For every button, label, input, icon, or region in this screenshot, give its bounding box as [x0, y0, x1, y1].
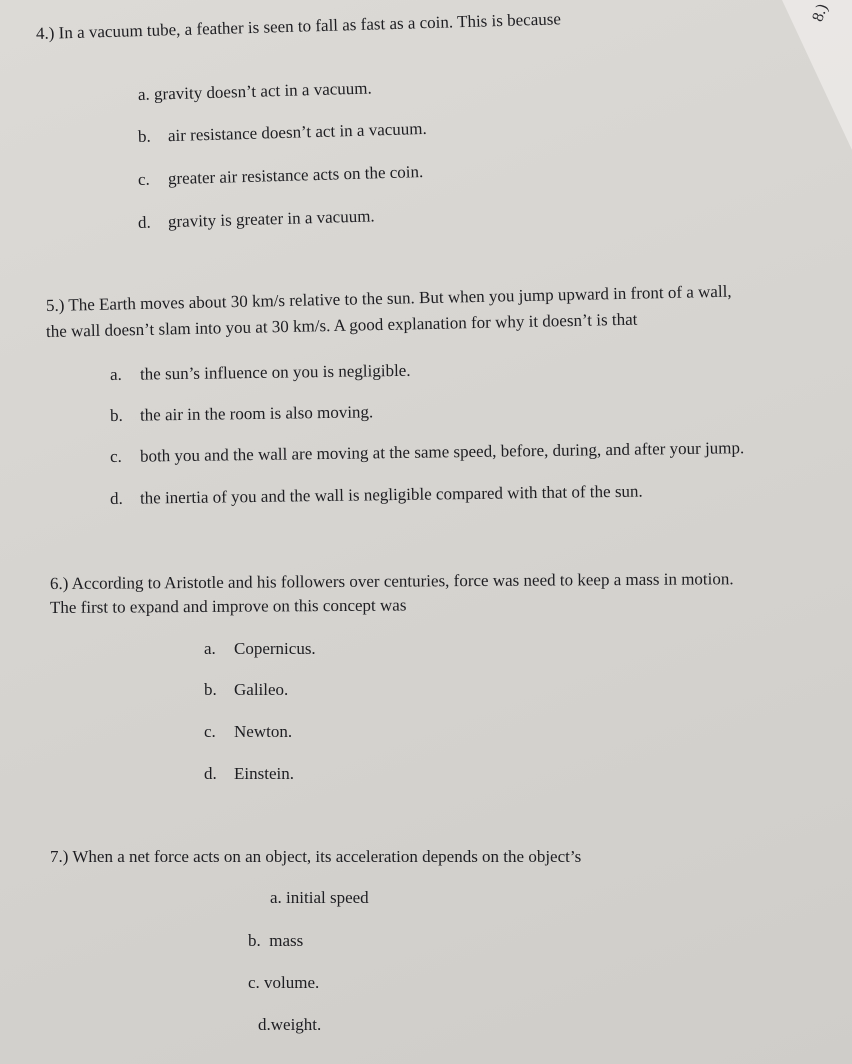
option-letter: d.	[137, 212, 151, 232]
corner-question-number: 8.)	[809, 1, 832, 24]
question-5-option-a	[110, 360, 411, 386]
option-text: Galileo.	[234, 680, 289, 699]
question-6-stem-line-2: The first to expand and improve on this concept was	[49, 595, 407, 617]
option-text: mass	[269, 931, 304, 950]
option-text: Copernicus.	[234, 639, 316, 658]
option-letter: c.	[137, 169, 151, 189]
question-5-stem-line-1: 5.) The Earth moves about 30 km/s relative to the sun. But when you jump upward in front of a wall,	[45, 281, 732, 315]
question-5-stem-line-2: the wall doesn’t slam into you at 30 km/s. A good explanation for why it doesn’t is that	[45, 309, 638, 341]
question-4-option-b	[138, 118, 427, 148]
question-7-option-a	[270, 887, 369, 909]
question-4-option-a	[138, 77, 372, 106]
option-letter: a.	[270, 888, 282, 907]
question-7-option-b	[248, 930, 303, 952]
option-letter: a.	[137, 84, 151, 104]
option-text: both you and the wall are moving at the same speed, before, during, and after your jump.	[139, 438, 745, 466]
page-fold	[782, 0, 852, 150]
option-text: the air in the room is also moving.	[139, 402, 374, 425]
question-4-option-d	[138, 205, 375, 234]
option-text: Newton.	[234, 722, 293, 741]
option-text: Einstein.	[234, 764, 294, 783]
option-text: the sun’s influence on you is negligible.	[139, 360, 411, 384]
question-6-option-c	[204, 721, 292, 743]
option-letter: c.	[204, 722, 216, 741]
option-text: greater air resistance acts on the coin.	[167, 162, 424, 189]
question-5-option-d	[110, 481, 643, 510]
option-text: air resistance doesn’t act in a vacuum.	[167, 118, 427, 146]
option-text: gravity doesn’t act in a vacuum.	[153, 78, 373, 104]
option-letter: b.	[109, 405, 123, 425]
option-letter: c.	[109, 446, 122, 466]
question-7-option-c	[248, 972, 319, 994]
option-letter: b.	[248, 931, 261, 950]
option-letter: a.	[109, 364, 122, 384]
option-letter: d.	[109, 488, 123, 508]
option-letter: c.	[248, 973, 260, 992]
question-6-option-d	[204, 763, 294, 785]
option-text: d.weight.	[258, 1015, 322, 1034]
option-text: gravity is greater in a vacuum.	[167, 206, 375, 232]
question-4-stem-line-1: 4.) In a vacuum tube, a feather is seen to fall as fast as a coin. This is because	[35, 9, 562, 43]
option-letter: b.	[137, 126, 151, 146]
question-6-option-b	[204, 679, 288, 701]
option-letter: d.	[204, 764, 217, 783]
option-text: initial speed	[286, 888, 369, 907]
question-4-option-c	[138, 161, 424, 191]
option-text: volume.	[264, 973, 320, 992]
question-7-stem-line-1: 7.) When a net force acts on an object, its acceleration depends on the object’s	[50, 847, 582, 866]
question-5-option-c	[110, 437, 745, 468]
option-letter: b.	[204, 680, 217, 699]
question-5-option-b	[110, 401, 374, 427]
question-7-option-d	[258, 1014, 321, 1036]
option-text: the inertia of you and the wall is negligible compared with that of the sun.	[139, 481, 643, 508]
question-6-option-a	[204, 638, 316, 660]
question-6-stem-line-1: 6.) According to Aristotle and his followers over centuries, force was need to keep a mass in motion.	[49, 569, 734, 593]
option-letter: a.	[204, 639, 216, 658]
